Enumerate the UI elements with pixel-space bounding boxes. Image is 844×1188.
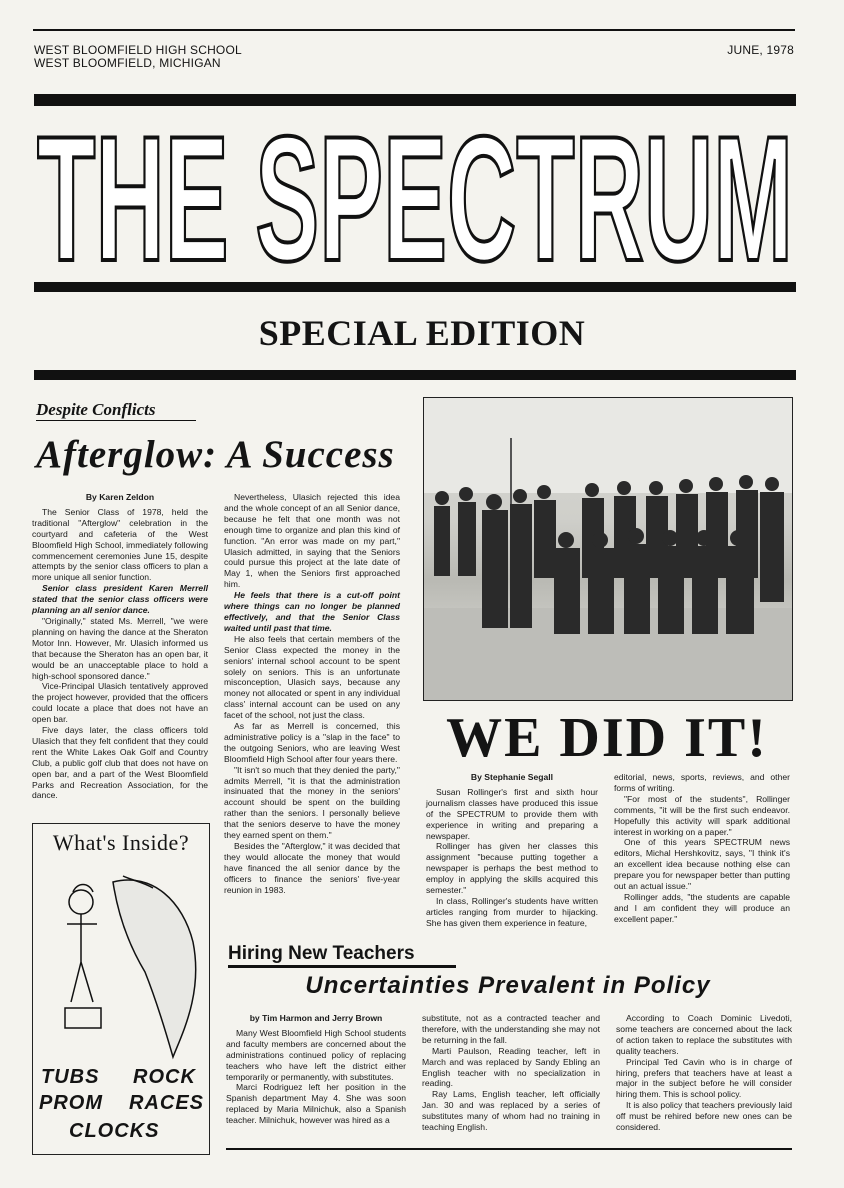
class-photo xyxy=(423,397,793,701)
afterglow-headline: Afterglow: A Success xyxy=(36,433,395,476)
paragraph: Besides the "Afterglow," it was decided that they would allocate the money that would have financed the all senior dance by the officers to finance the seniors' five-year reunion in 1983. xyxy=(224,841,400,895)
paragraph: He also feels that certain members of the Senior Class expected the money in the seniors' internal school account to be spent solely on seniors. This is an unfortunate misconception, Ulasich says, because any money not allocated or spent in any individual class' internal account can be used on any facet of the school, not just the class. xyxy=(224,633,400,721)
kicker-underline xyxy=(36,420,196,421)
hiring-headline: Uncertainties Prevalent in Policy xyxy=(305,972,711,999)
paragraph: According to Coach Dominic Livedoti, some teachers are concerned about the lack of action taken to replace the substitutes with quality teachers. xyxy=(616,1013,792,1056)
masthead-bottom-rule xyxy=(34,282,796,292)
paragraph: Five days later, the class officers told Ulasich that they felt confident that they could rent the White Lakes Oak Golf and Country Club, a public golf club that does not have on open bar, and a part of the West Bloomfield Parks and Recreation Association, for the dance. xyxy=(32,725,208,801)
paragraph: One of this years SPECTRUM news editors, Michal Hershkovitz, says, "I think it's an excellent idea because nothing else can prepare you for newspaper better than putting out an actual issue." xyxy=(614,837,790,892)
shark-cartoon-illustration xyxy=(53,862,203,1062)
paragraph: "Originally," stated Ms. Merrell, "we were planning on having the dance at the Sheraton Motor Inn. However, Mr. Ulasich informed us that because the Sheraton has an open bar, it would be an unacceptable place to hold a high-school sponsored dance." xyxy=(32,615,208,681)
paragraph: As far as Merrell is concerned, this administrative policy is a "slap in the face" to the outgoing Seniors, who are leaving West Bloomfield High School after four years there. xyxy=(224,721,400,764)
paragraph: Senior class president Karen Merrell stated that the senior class officers were planning an all senior dance. xyxy=(32,583,208,616)
inside-item-prom: PROM xyxy=(39,1092,103,1114)
paragraph: Marti Paulson, Reading teacher, left in March and was replaced by Sandy Ebling an English teacher with no specialization in reading. xyxy=(422,1045,600,1089)
afterglow-byline: By Karen Zeldon xyxy=(85,492,155,502)
paragraph: Principal Ted Cavin who is in charge of hiring, prefers that teachers have at least a major in the subject before he will consider hiring them. This is school policy. xyxy=(616,1056,792,1100)
paragraph: Ray Lams, English teacher, left officially Jan. 30 and was replaced by a series of substitutes many of whom had no training in teaching English. xyxy=(422,1089,600,1133)
afterglow-kicker: Despite Conflicts xyxy=(36,400,156,419)
hiring-byline: by Tim Harmon and Jerry Brown xyxy=(249,1013,383,1023)
we-did-it-headline: WE DID IT! xyxy=(446,707,768,769)
bottom-rule xyxy=(226,1148,792,1150)
inside-item-races: RACES xyxy=(129,1092,205,1114)
hiring-column-3 xyxy=(616,1013,792,1133)
issue-date: JUNE, 1978 xyxy=(727,43,794,57)
paragraph: "It isn't so much that they denied the party," admits Merrell, "it is that the administration insinuated that the money in the seniors' account should be spent on the building rather than the seniors. I personally believe that the seniors deserve to have the money they earned spent on them." xyxy=(224,764,400,841)
inside-item-tubs: TUBS xyxy=(41,1066,100,1088)
we-did-it-byline: By Stephanie Segall xyxy=(470,772,554,782)
masthead-title xyxy=(34,122,796,272)
class-photo-figures xyxy=(424,398,792,700)
school-location: WEST BLOOMFIELD, MICHIGAN xyxy=(34,56,221,70)
paragraph: "For most of the students", Rollinger comments, "it will be the first such endeavor. Hopefully this activity will spark additional interest in working on a paper." xyxy=(614,793,790,837)
paragraph: He feels that there is a cut-off point where things can no longer be planned effectively, and that the Senior Class waited until past that time. xyxy=(224,590,400,633)
paragraph: Nevertheless, Ulasich rejected this idea and the whole concept of an all Senior dance, because he felt that one month was not enough time to organize and plan this kind of function. "An error was made on my part," Ulasich admitted, in saying that the Seniors could pursue this project at the late date of May 1, when the Seniors first approached him. xyxy=(224,492,400,590)
paragraph: Vice-Principal Ulasich tentatively approved the project however, provided that the officers could locate a place that does not have an open bar. xyxy=(32,681,208,725)
paragraph: substitute, not as a contracted teacher and therefore, with the understanding she may not be returning in the fall. xyxy=(422,1013,600,1045)
hiring-kicker-underline xyxy=(228,965,456,968)
we-did-it-column-2 xyxy=(614,772,790,925)
whats-inside-title: What's Inside? xyxy=(52,830,190,855)
school-name: WEST BLOOMFIELD HIGH SCHOOL xyxy=(34,43,242,57)
we-did-it-column-1 xyxy=(426,772,598,929)
paragraph: Susan Rollinger's first and sixth hour journalism classes have produced this issue of the SPECTRUM to provide them with experience in writing and preparing a newspaper. xyxy=(426,786,598,841)
inside-item-clocks: CLOCKS xyxy=(69,1120,160,1142)
special-edition-banner: SPECIAL EDITION xyxy=(258,313,586,353)
paragraph: The Senior Class of 1978, held the traditional "Afterglow" celebration in the courtyard and cafeteria of the West Bloomfield High School, immediately following commencement ceremonies June 15, despite attempts by the senior class officers to plan a more unique all senior function. xyxy=(32,506,208,583)
edition-bottom-rule xyxy=(34,370,796,380)
paragraph: Many West Bloomfield High School students and faculty members are concerned about the administrations continued policy of replacing teachers who have left the district either temporarily or permanently, with substitutes. xyxy=(226,1027,406,1082)
svg-text:THE SPECTRUM: THE SPECTRUM xyxy=(37,122,793,272)
inside-item-rock: ROCK xyxy=(133,1066,196,1088)
paragraph: Rollinger adds, "the students are capable and I am confident they will produce an excellent paper." xyxy=(614,891,790,924)
paragraph: editorial, news, sports, reviews, and other forms of writing. xyxy=(614,772,790,793)
afterglow-column-1 xyxy=(32,492,208,801)
paragraph: It is also policy that teachers previously laid off must be rehired before new ones can be considered. xyxy=(616,1100,792,1133)
hiring-column-2 xyxy=(422,1013,600,1133)
paragraph: Marci Rodriguez left her position in the Spanish department May 4. She was soon replaced by Maria Milnichuk, also a Spanish teacher. Milnichuk, however was hired as a xyxy=(226,1082,406,1126)
paragraph: In class, Rollinger's students have written articles ranging from murder to hijacking. She has given them experience in feature, xyxy=(426,895,598,928)
paragraph: Rollinger has given her classes this assignment "because putting together a newspaper is perhaps the best method to employ in applying the skills acquired this semester." xyxy=(426,841,598,896)
afterglow-column-2 xyxy=(224,492,400,896)
whats-inside-box xyxy=(32,823,210,1155)
hiring-kicker: Hiring New Teachers xyxy=(228,943,415,964)
top-rule xyxy=(33,29,795,31)
masthead-top-rule xyxy=(34,94,796,106)
hiring-column-1 xyxy=(226,1013,406,1126)
